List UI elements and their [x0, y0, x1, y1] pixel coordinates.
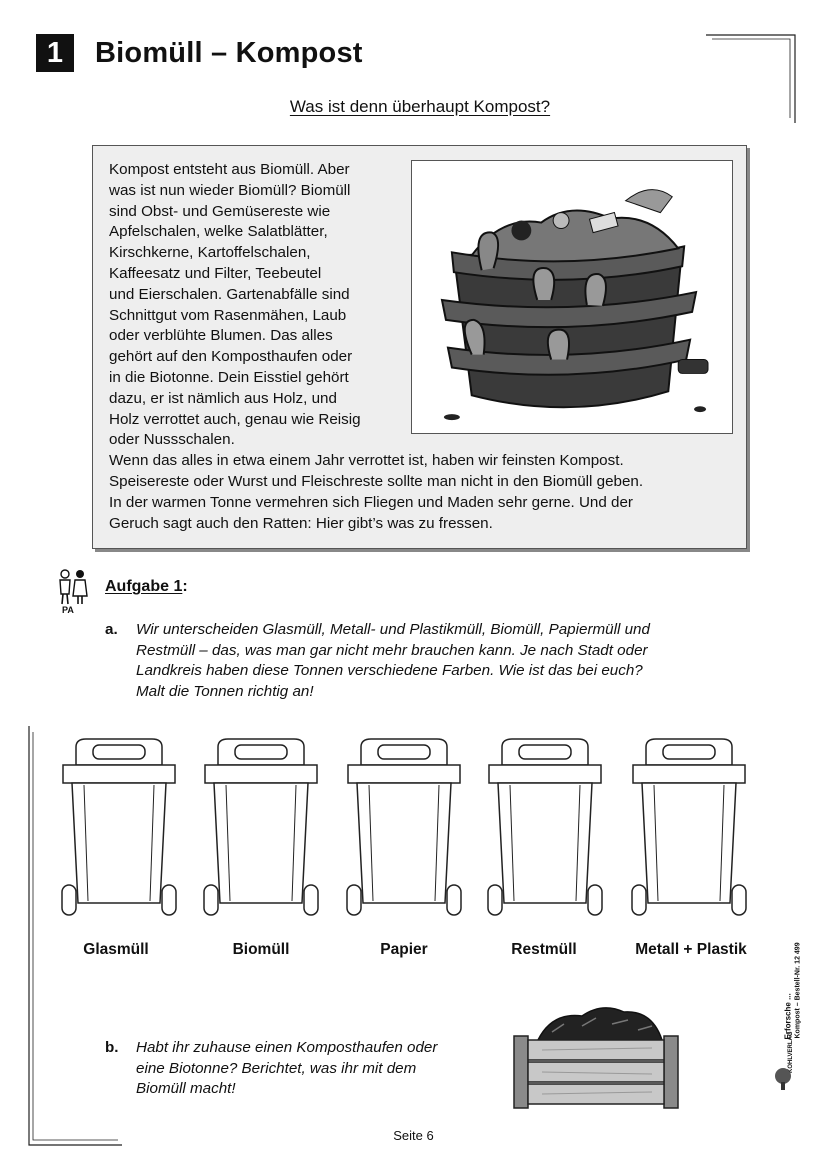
- task-b-label: b.: [105, 1039, 119, 1056]
- section-subtitle: Was ist denn überhaupt Kompost?: [289, 97, 551, 116]
- info-line: Kirschkerne, Kartoffelschalen,: [109, 244, 311, 262]
- info-line: Geruch sagt auch den Ratten: Hier gibt’s was zu fressen.: [109, 514, 493, 532]
- bin-label: Glasmüll: [83, 941, 149, 958]
- bin-label: Metall + Plastik: [635, 941, 747, 958]
- task-b-line: Habt ihr zuhause einen Komposthaufen oder: [136, 1039, 438, 1056]
- pair-work-label: PA: [62, 605, 74, 615]
- chapter-number: 1: [36, 34, 74, 72]
- task-title-colon: :: [182, 578, 188, 595]
- publisher-logo-icon: [770, 1066, 796, 1092]
- compost-bin-illustration: [411, 160, 733, 434]
- info-line: In der warmen Tonne vermehren sich Fliegen und Maden sehr gerne. Und der: [109, 493, 633, 511]
- series-title: Erforsche ...: [783, 993, 793, 1040]
- task-title-text: Aufgabe 1: [105, 578, 183, 595]
- bin-label: Restmüll: [511, 941, 577, 958]
- page-header: [36, 33, 363, 73]
- bin-papier[interactable]: [345, 737, 463, 919]
- info-line: oder Nussschalen.: [109, 431, 235, 449]
- info-line: gehört auf den Komposthaufen oder: [109, 348, 353, 366]
- bin-label: Papier: [380, 941, 428, 958]
- info-line: sind Obst- und Gemüsereste wie: [109, 202, 331, 220]
- page-number: Seite 6: [393, 1128, 434, 1143]
- info-line: was ist nun wieder Biomüll? Biomüll: [109, 181, 351, 199]
- compost-crate-illustration: [512, 1002, 682, 1110]
- publisher-name: KOHLVERLAG: [788, 1031, 794, 1073]
- task-a-text: [136, 620, 650, 702]
- info-line: dazu, er ist nämlich aus Holz, und: [109, 389, 337, 407]
- task-b-line: eine Biotonne? Berichtet, was ihr mit dem: [136, 1059, 417, 1077]
- info-line: und Eierschalen. Gartenabfälle sind: [109, 285, 350, 303]
- task-a-line: Malt die Tonnen richtig an!: [136, 682, 314, 700]
- info-line: Schnittgut vom Rasenmähen, Laub: [109, 306, 347, 324]
- bin-metall-plastik[interactable]: [630, 737, 748, 919]
- info-line: Kompost entsteht aus Biomüll. Aber: [109, 161, 350, 178]
- info-line: in die Biotonne. Dein Eisstiel gehört: [109, 368, 349, 386]
- bin-label: Biomüll: [232, 941, 290, 958]
- task-a-line: Restmüll – das, was man gar nicht mehr brauchen kann. Je nach Stadt oder: [136, 641, 648, 659]
- info-line: Kaffeesatz und Filter, Teebeutel: [109, 264, 322, 282]
- task-a-label: a.: [105, 621, 118, 638]
- bin-biomuell[interactable]: [202, 737, 320, 919]
- task-a-line: Landkreis haben diese Tonnen verschiedene Farben. Wie ist das bei euch?: [136, 662, 643, 680]
- info-line: Wenn das alles in etwa einem Jahr verrottet ist, haben wir feinsten Kompost.: [109, 452, 624, 470]
- bin-glasmuell[interactable]: [60, 737, 178, 919]
- task-title: [105, 578, 188, 596]
- info-box: [92, 145, 747, 549]
- info-line: Holz verrottet auch, genau wie Reisig: [109, 410, 361, 428]
- task-b-line: Biomüll macht!: [136, 1080, 236, 1098]
- task-b-text: [136, 1038, 437, 1100]
- page-title: Biomüll – Kompost: [95, 36, 363, 69]
- info-line: oder verblühte Blumen. Das alles: [109, 327, 333, 345]
- info-line: Apfelschalen, welke Salatblätter,: [109, 223, 328, 241]
- task-a-line: Wir unterscheiden Glasmüll, Metall- und Plastikmüll, Biomüll, Papiermüll und: [136, 621, 650, 638]
- info-line: Speisereste oder Wurst und Fleischreste sollte man nicht in den Biomüll geben.: [109, 472, 644, 490]
- bin-restmuell[interactable]: [486, 737, 604, 919]
- order-number: Kompost – Bestell-Nr. 12 499: [794, 942, 802, 1039]
